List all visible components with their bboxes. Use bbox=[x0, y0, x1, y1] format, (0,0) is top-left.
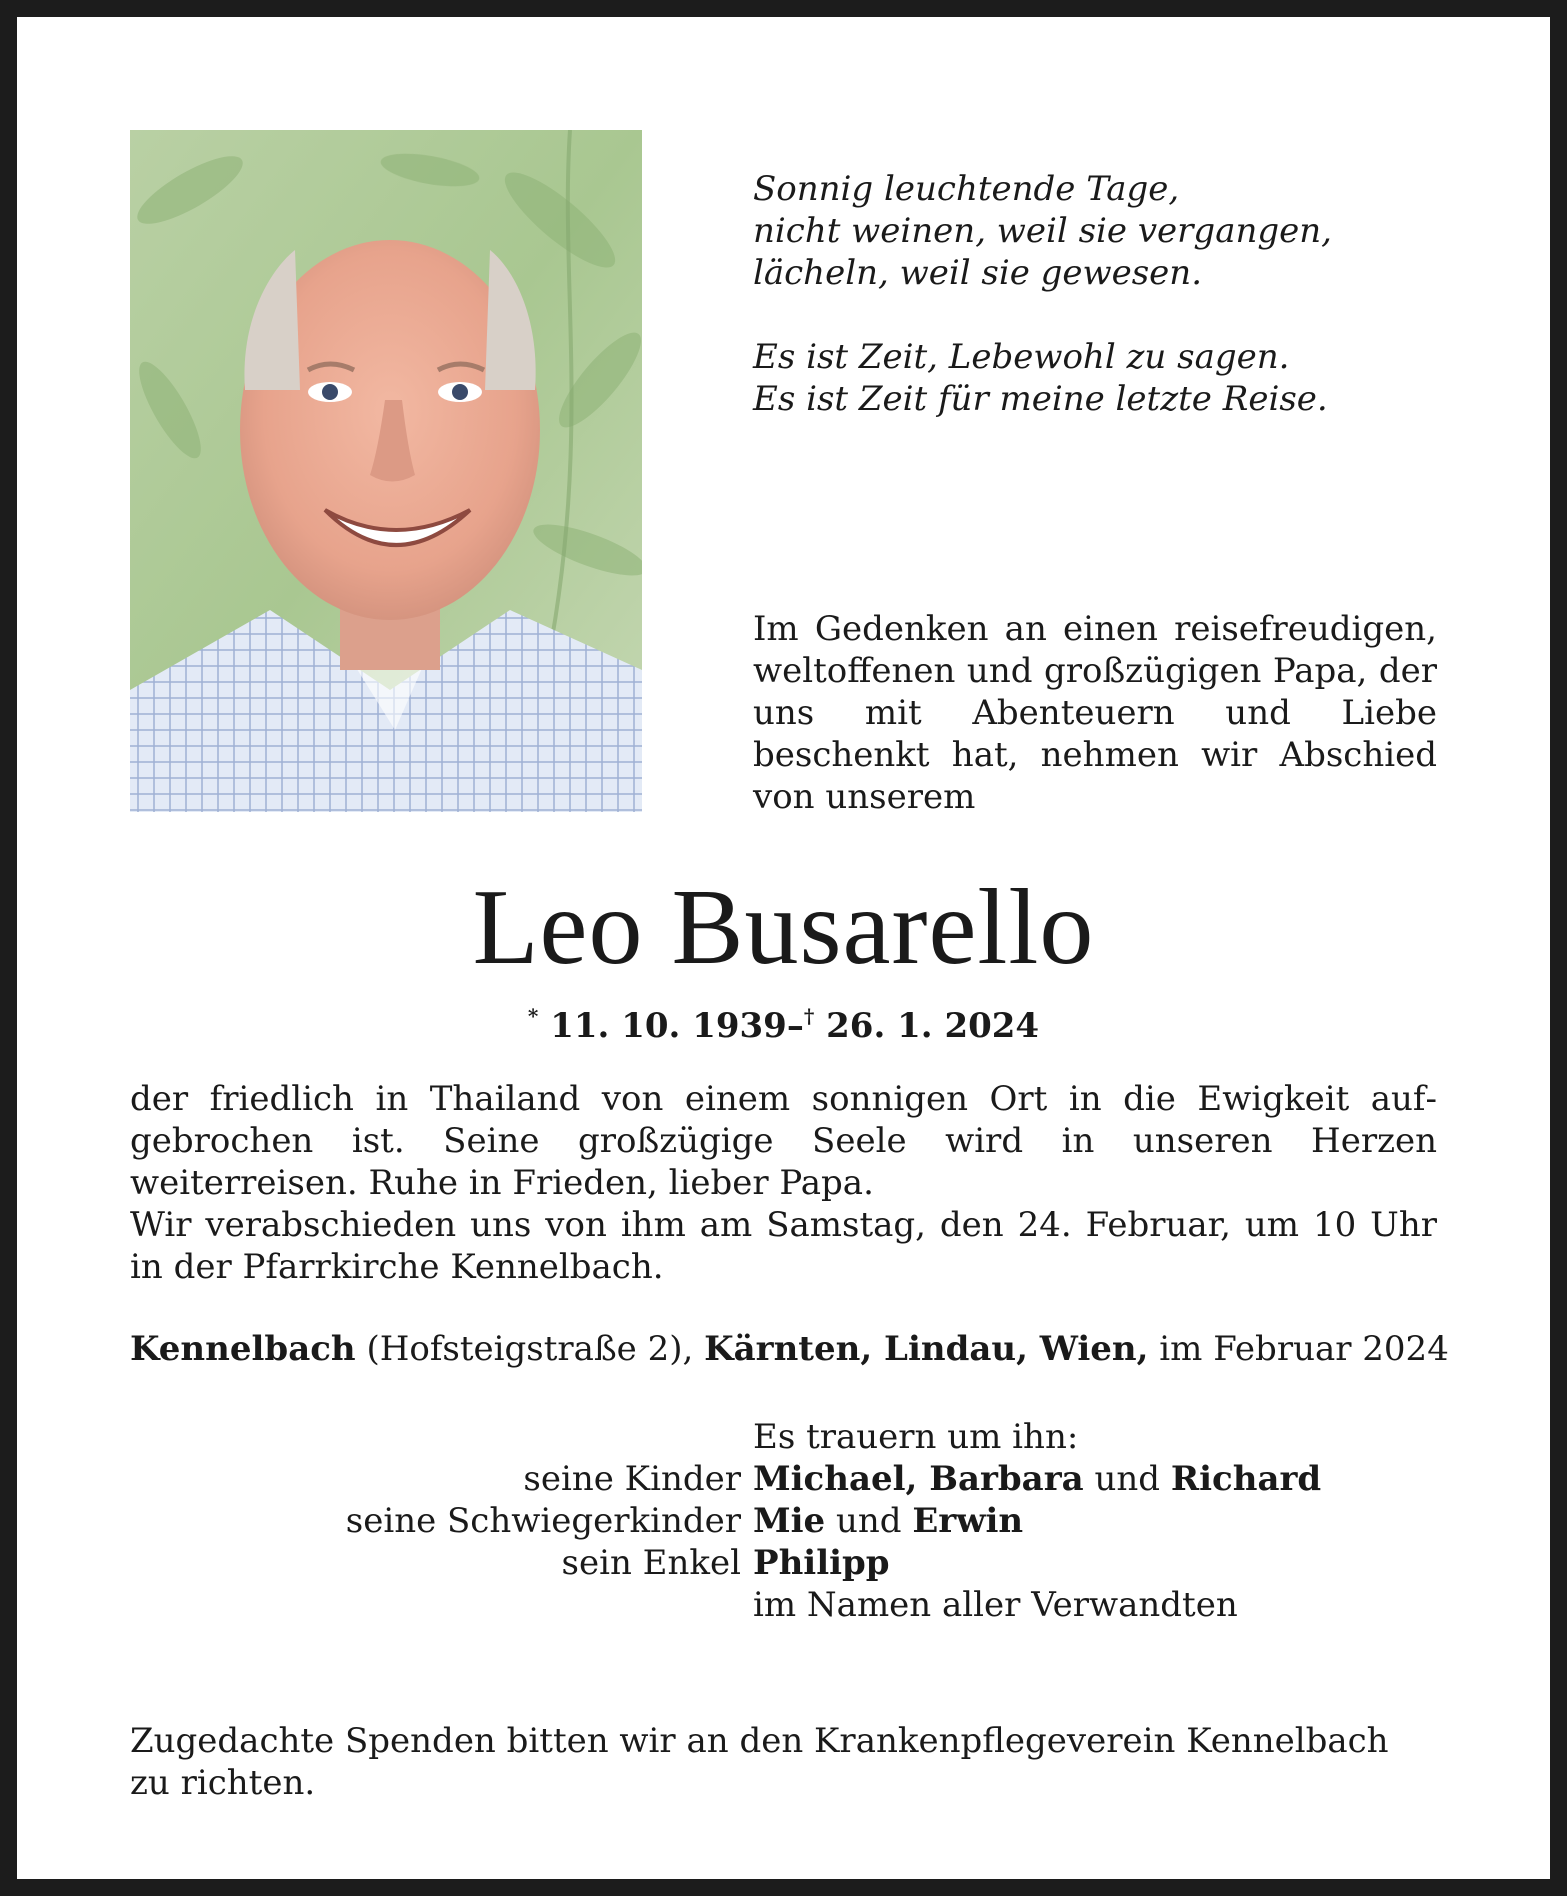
life-dates bbox=[0, 994, 1567, 1048]
mourner-name: Erwin bbox=[912, 1501, 1024, 1541]
poem-line: Es ist Zeit, Lebewohl zu sagen. bbox=[753, 337, 1290, 377]
mourner-row bbox=[0, 1500, 1567, 1542]
mourner-name: Mie bbox=[753, 1501, 826, 1541]
relation-names bbox=[753, 1458, 1321, 1500]
mourner-row bbox=[0, 1584, 1567, 1626]
address: (Hofsteigstraße 2), bbox=[355, 1329, 705, 1369]
mourner-row bbox=[0, 1458, 1567, 1500]
mourners-closing: im Namen aller Verwandten bbox=[753, 1585, 1238, 1625]
mourners-heading: Es trauern um ihn: bbox=[753, 1417, 1079, 1457]
death-date: 26. 1. 2024 bbox=[826, 1006, 1040, 1046]
relation-label: seine Schwiegerkinder bbox=[345, 1501, 741, 1541]
name-joiner: und bbox=[1083, 1459, 1171, 1499]
death-symbol: † bbox=[803, 1004, 815, 1028]
portrait-photo bbox=[130, 130, 642, 812]
places: Kärnten, Lindau, Wien, bbox=[704, 1329, 1149, 1369]
poem-line: lächeln, weil sie gewesen. bbox=[753, 253, 1203, 293]
birth-date: 11. 10. 1939 bbox=[550, 1006, 787, 1046]
intro-text: Im Gedenken an einen reisefreudigen, weltoffenen und großzügigen Papa, der uns mit Abenteuern und Liebe beschenkt hat, nehmen wir Abschied von unserem bbox=[753, 609, 1437, 817]
announcement-date: im Februar 2024 bbox=[1148, 1329, 1449, 1369]
memorial-poem bbox=[753, 168, 1453, 420]
relation-label: sein Enkel bbox=[561, 1543, 741, 1583]
poem-line: Es ist Zeit für meine letzte Reise. bbox=[753, 379, 1328, 419]
relation-names bbox=[753, 1542, 890, 1584]
relation-label: seine Kinder bbox=[523, 1459, 741, 1499]
poem-line: Sonnig leuchtende Tage, bbox=[753, 169, 1180, 209]
announcement-body bbox=[130, 1078, 1437, 1288]
donation-note: Zugedachte Spenden bitten wir an den Krankenpflegeverein Kennelbach zu richten. bbox=[130, 1721, 1389, 1803]
mourner-name: Philipp bbox=[753, 1543, 890, 1583]
poem-line: nicht weinen, weil sie vergangen, bbox=[753, 211, 1332, 251]
mourner-row bbox=[0, 1542, 1567, 1584]
body-paragraph: Wir verabschieden uns von ihm am Samstag, den 24. Februar, um 10 Uhr in der Pfarrkirche Kennelbach. bbox=[130, 1205, 1437, 1287]
mourner-name: Michael, Barbara bbox=[753, 1459, 1084, 1499]
mourner-name: Richard bbox=[1170, 1459, 1322, 1499]
body-paragraph: der friedlich in Thailand von einem sonnigen Ort in die Ewigkeit aufgebrochen ist. Seine großzügige Seele wird in unseren Herzen weiterreisen. Ruhe in Frieden, lieber Papa. bbox=[130, 1079, 1437, 1203]
relation-names bbox=[753, 1500, 1023, 1542]
birth-symbol: * bbox=[527, 1004, 539, 1028]
date-separator: – bbox=[786, 1006, 804, 1046]
name-joiner: und bbox=[825, 1501, 913, 1541]
deceased-name: Leo Busarello bbox=[472, 868, 1095, 987]
town: Kennelbach bbox=[130, 1329, 356, 1369]
place-date-line bbox=[130, 1328, 1449, 1370]
